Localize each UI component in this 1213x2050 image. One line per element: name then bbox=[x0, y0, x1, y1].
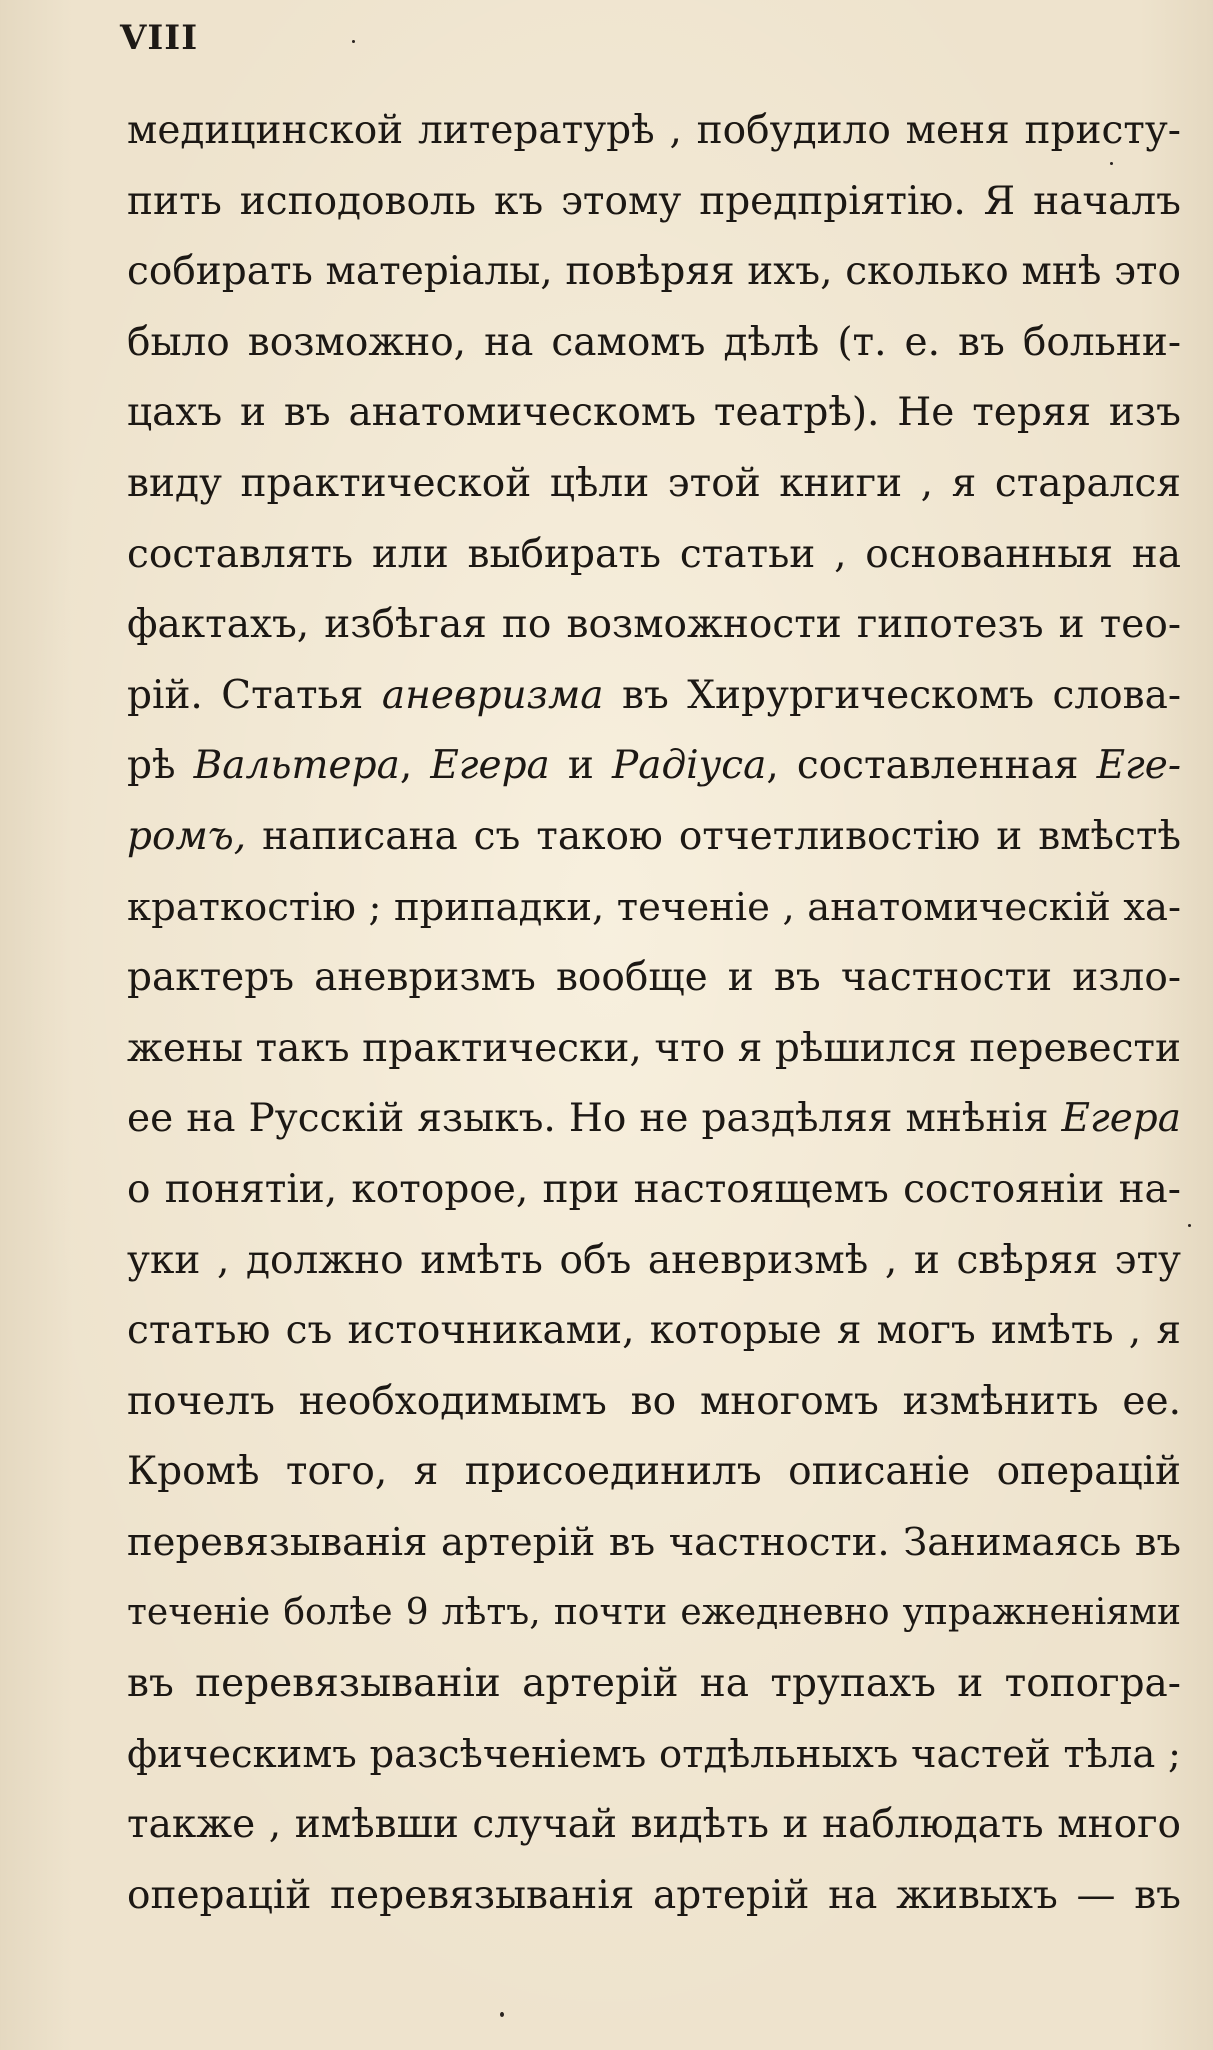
text-line bbox=[127, 237, 1181, 308]
italic-text: Еге- bbox=[1096, 743, 1181, 789]
text-segment: цахъ и въ анатомическомъ театрѣ). Не теряя изъ bbox=[127, 390, 1181, 436]
text-line bbox=[127, 1296, 1181, 1367]
text-line bbox=[127, 1508, 1181, 1579]
text-line bbox=[127, 1437, 1181, 1508]
text-segment: въ Хирургическомъ слова- bbox=[603, 672, 1181, 718]
text-line bbox=[127, 167, 1181, 238]
italic-text: Егера bbox=[430, 743, 550, 789]
text-line bbox=[127, 1084, 1181, 1155]
ink-speck bbox=[500, 2012, 504, 2017]
text-segment: фическимъ разсѣченіемъ отдѣльныхъ частей тѣла ; bbox=[127, 1731, 1181, 1777]
text-segment: фактахъ, избѣгая по возможности гипотезъ и тео- bbox=[127, 602, 1181, 648]
text-segment: медицинской литературѣ , побудило меня присту- bbox=[127, 108, 1181, 153]
text-line bbox=[127, 873, 1181, 944]
text-segment: , составленная bbox=[766, 743, 1097, 789]
text-line bbox=[127, 943, 1181, 1014]
text-line bbox=[127, 1226, 1181, 1297]
text-segment: также , имѣвши случай видѣть и наблюдать много bbox=[127, 1802, 1181, 1848]
text-segment: , bbox=[399, 743, 431, 789]
text-line bbox=[127, 731, 1181, 802]
text-segment: рій. Статья bbox=[127, 672, 382, 718]
text-line bbox=[127, 661, 1181, 732]
italic-text: Егера bbox=[1061, 1096, 1181, 1142]
text-line bbox=[127, 1861, 1181, 1932]
text-segment: почелъ необходимымъ во многомъ измѣнить ее. bbox=[127, 1378, 1181, 1424]
text-segment: о понятіи, которое, при настоящемъ состояніи на- bbox=[127, 1166, 1181, 1212]
text-segment: пить исподоволь къ этому предпріятію. Я началъ bbox=[127, 178, 1181, 224]
text-line bbox=[127, 96, 1181, 167]
text-line bbox=[127, 802, 1181, 873]
text-line bbox=[127, 1014, 1181, 1085]
ink-speck bbox=[352, 40, 355, 43]
ink-speck bbox=[1188, 1224, 1191, 1227]
text-segment: жены такъ практически, что я рѣшился перевести bbox=[127, 1025, 1181, 1071]
text-segment: операцій перевязыванія артерій на живыхъ — въ bbox=[127, 1872, 1181, 1918]
body-text bbox=[127, 96, 1181, 1931]
text-segment: было возможно, на самомъ дѣлѣ (т. е. въ больни- bbox=[127, 319, 1181, 365]
page-number: VIII bbox=[120, 18, 199, 58]
text-segment: уки , должно имѣть объ аневризмѣ , и свѣряя эту bbox=[127, 1237, 1181, 1283]
text-line bbox=[127, 1155, 1181, 1226]
text-segment: рактеръ аневризмъ вообще и въ частности изло- bbox=[127, 955, 1181, 1001]
italic-text: Вальтера bbox=[193, 743, 400, 789]
text-line bbox=[127, 1367, 1181, 1438]
text-line bbox=[127, 1578, 1181, 1649]
text-segment: и bbox=[549, 743, 612, 789]
text-segment: виду практической цѣли этой книги , я старался bbox=[127, 460, 1181, 506]
text-segment: краткостію ; припадки, теченіе , анатомическій ха- bbox=[127, 884, 1181, 930]
text-line bbox=[127, 378, 1181, 449]
text-line bbox=[127, 308, 1181, 379]
text-line bbox=[127, 1790, 1181, 1861]
text-segment: составлять или выбирать статьи , основанныя на bbox=[127, 531, 1181, 577]
text-segment: рѣ bbox=[127, 743, 194, 789]
ink-speck bbox=[1110, 162, 1113, 165]
italic-text: аневризма bbox=[381, 672, 604, 718]
text-segment: статью съ источниками, которые я могъ имѣть , я bbox=[127, 1308, 1181, 1354]
text-segment: въ перевязываніи артерій на трупахъ и топогра- bbox=[127, 1661, 1181, 1707]
text-line bbox=[127, 1649, 1181, 1720]
italic-text: Радіуса bbox=[611, 743, 767, 789]
text-line bbox=[127, 1720, 1181, 1791]
text-line bbox=[127, 520, 1181, 591]
text-line bbox=[127, 590, 1181, 661]
text-segment: Кромѣ того, я присоединилъ описаніе операцій bbox=[127, 1449, 1181, 1495]
text-line bbox=[127, 449, 1181, 520]
text-segment: собирать матеріалы, повѣряя ихъ, сколько мнѣ это bbox=[127, 249, 1181, 295]
text-segment: теченіе болѣе 9 лѣтъ, почти ежедневно упражненіями bbox=[127, 1592, 1181, 1634]
text-segment: перевязыванія артерій въ частности. Занимаясь въ bbox=[127, 1519, 1181, 1565]
text-segment: ее на Русскій языкъ. Но не раздѣляя мнѣнія bbox=[127, 1096, 1062, 1142]
text-segment: написана съ такою отчетливостію и вмѣстѣ bbox=[246, 813, 1181, 859]
italic-text: ромъ, bbox=[127, 813, 247, 859]
